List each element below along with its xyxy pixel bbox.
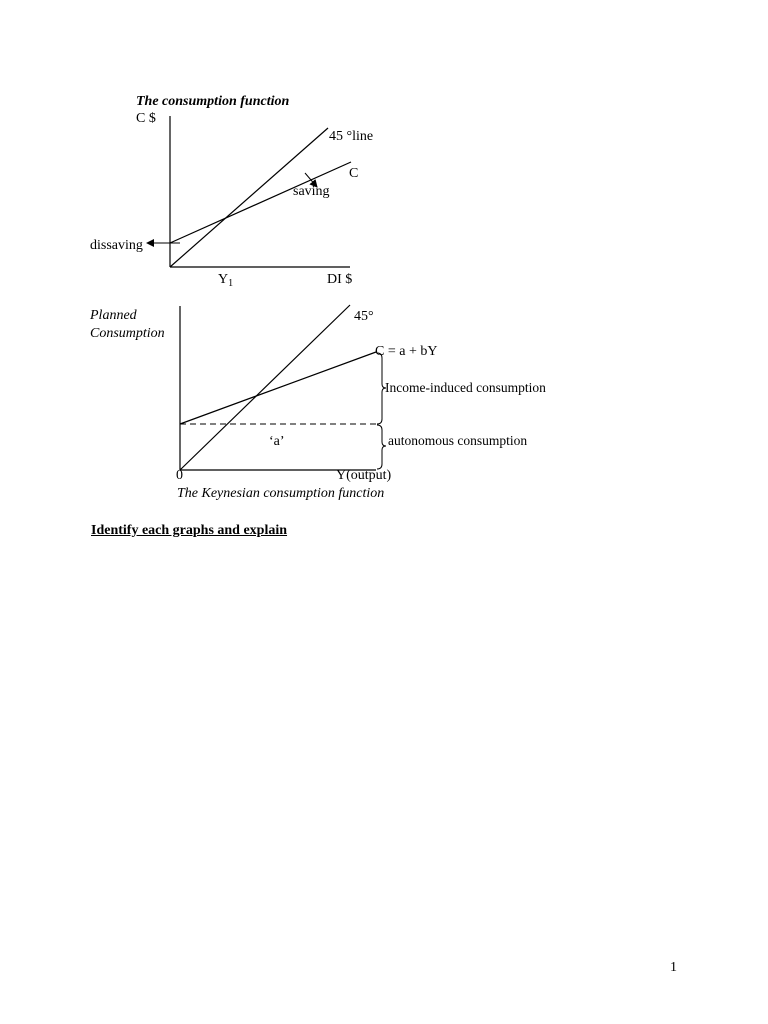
figure2-a-label: ‘a’	[269, 434, 285, 449]
figure1-x-axis-label: DI $	[327, 272, 353, 287]
figure2-graph	[180, 305, 386, 470]
figure1-consumption-line	[170, 162, 351, 243]
figure2-origin-label: 0	[176, 468, 183, 483]
figure2-y-axis-label-line1: Planned	[90, 308, 137, 323]
figure2-45-line-label: 45°	[354, 309, 374, 324]
figure2-c-equation-label: C = a + bY	[375, 344, 438, 359]
figure1-saving-label: saving	[293, 184, 330, 199]
figure2-autonomous-brace	[377, 425, 386, 469]
figure2-income-induced-brace	[377, 353, 386, 424]
figure2-caption: The Keynesian consumption function	[177, 486, 385, 501]
figure2-x-axis-label: Y(output)	[336, 468, 392, 483]
figure2-y-axis-label-line2: Consumption	[90, 326, 165, 341]
figure1-saving-arrow	[305, 173, 317, 187]
figure2-autonomous-label: autonomous consumption	[388, 433, 528, 448]
figure1-45-degree-line	[170, 128, 328, 267]
figure1-dissaving-label: dissaving	[90, 238, 143, 253]
figure1-graph	[147, 116, 351, 267]
figure2-45-degree-line	[180, 305, 350, 470]
figure1-y-axis-label: C $	[136, 111, 156, 126]
figure1-c-line-label: C	[349, 166, 359, 181]
figure1-y1-base: Y	[218, 272, 229, 287]
figure2-consumption-line	[180, 352, 376, 424]
figure1-title: The consumption function	[136, 94, 290, 109]
figure1-y1-subscript: 1	[228, 278, 234, 289]
figure1-45-line-label: 45 °line	[329, 129, 374, 144]
question-heading: Identify each graphs and explain	[91, 523, 288, 538]
page-number: 1	[670, 960, 677, 975]
figure2-income-induced-label: Income-induced consumption	[385, 380, 546, 395]
